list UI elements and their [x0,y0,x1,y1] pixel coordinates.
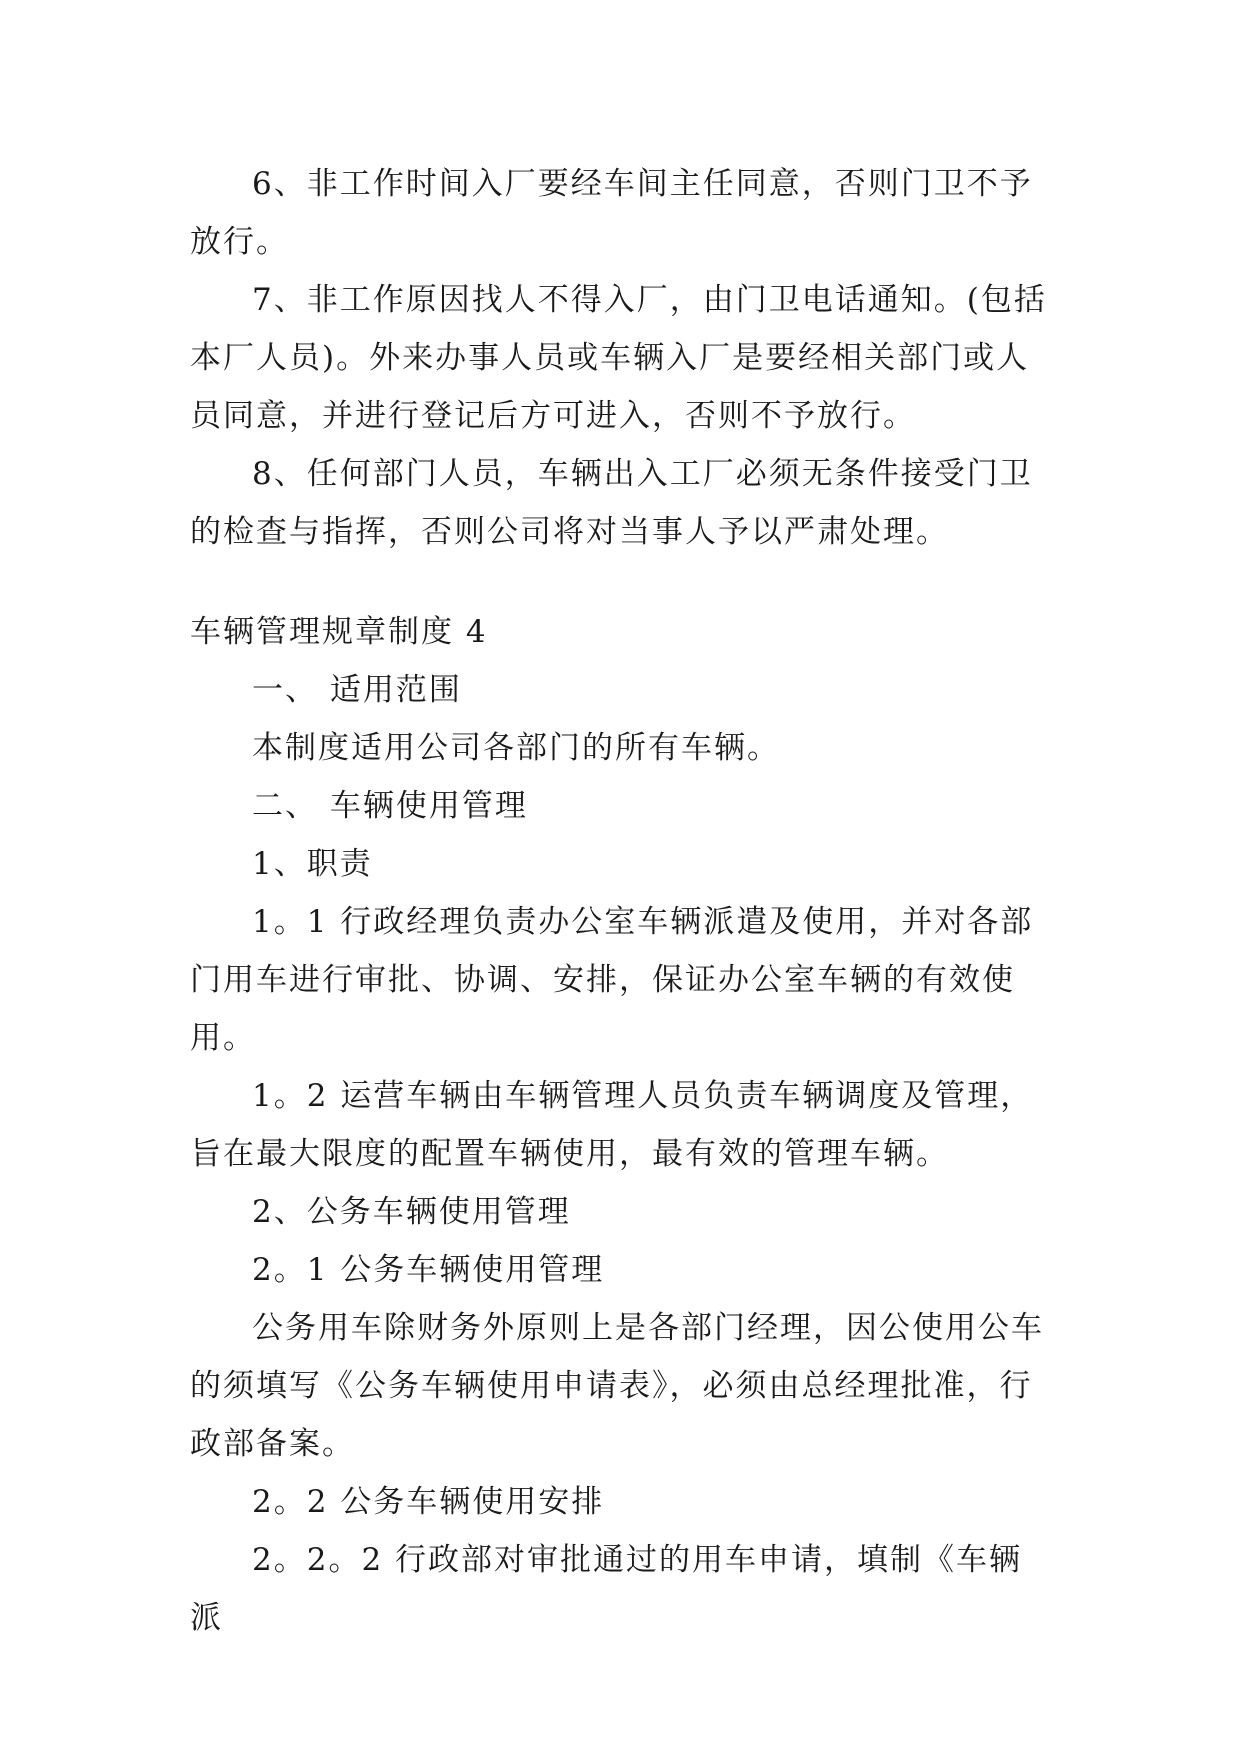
heading-vehicle-use: 二、 车辆使用管理 [252,788,528,824]
paragraph-rule-6: 6、非工作时间入厂要经车间主任同意，否则门卫不予 放行。 [190,166,1033,260]
paragraph-rule-8: 8、任何部门人员，车辆出入工厂必须无条件接受门卫 的检查与指挥，否则公司将对当事人予以严肃处理。 [190,456,1033,550]
paragraph-official-vehicle-2-2-2: 2。2。2 行政部对审批通过的用车申请，填制《车辆派 [190,1542,1023,1636]
heading-official-vehicle-2-1: 2。1 公务车辆使用管理 [252,1252,605,1288]
section-title: 车辆管理规章制度 4 [190,614,488,650]
document-body [190,155,1050,1647]
heading-official-vehicle: 2、公务车辆使用管理 [252,1194,571,1230]
paragraph-rule-7: 7、非工作原因找人不得入厂，由门卫电话通知。(包括 本厂人员)。外来办事人员或车辆入厂是要经相关部门或人 员同意，并进行登记后方可进入，否则不予放行。 [190,282,1047,434]
paragraph-official-vehicle-body: 公务用车除财务外原则上是各部门经理，因公使用公车 的须填写《公务车辆使用申请表》，必须由总经理批准，行 政部备案。 [190,1310,1044,1462]
paragraph-scope-body: 本制度适用公司各部门的所有车辆。 [252,730,780,766]
heading-scope: 一、 适用范围 [252,672,462,708]
paragraph-duty-1-2: 1。2 运营车辆由车辆管理人员负责车辆调度及管理， 旨在最大限度的配置车辆使用，最有效的管理车辆。 [190,1078,1034,1172]
heading-duties: 1、职责 [252,846,373,882]
paragraph-duty-1-1: 1。1 行政经理负责办公室车辆派遣及使用，并对各部 门用车进行审批、协调、安排，保证办公室车辆的有效使用。 [190,904,1034,1056]
heading-official-vehicle-2-2: 2。2 公务车辆使用安排 [252,1484,605,1520]
